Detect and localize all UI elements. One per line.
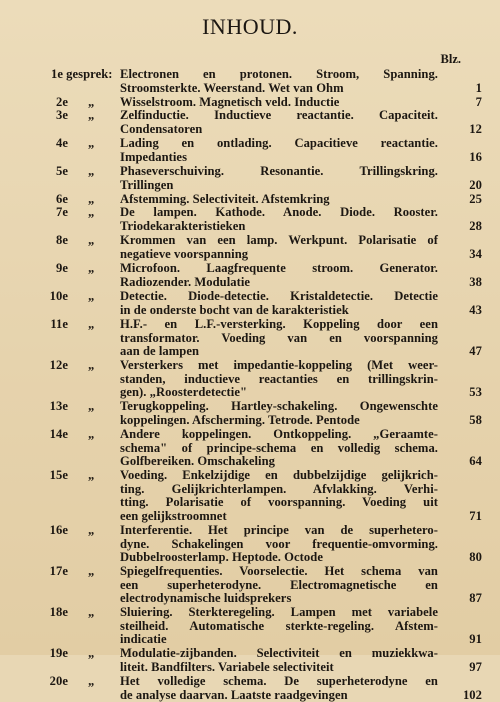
page-title: INHOUD. — [202, 14, 298, 39]
chapter-topics — [120, 647, 438, 674]
topic-line: Afstemming. Selectiviteit. Afstemkring — [120, 192, 330, 206]
page-number: 1 — [475, 80, 482, 95]
topic-line: Golfbereiken. Omschakeling — [120, 454, 275, 469]
topic-line: Detectie. Diode-detectie. Kristaldetectie. Detectie — [120, 289, 438, 303]
page-number: 80 — [469, 550, 482, 565]
ditto-mark: „ — [88, 289, 95, 303]
topic-line: Spiegelfrequenties. Voorselectie. Het schema van — [120, 564, 438, 578]
chapter-topics — [120, 359, 438, 400]
topic-line: koppelingen. Afscherming. Tetrode. Pentode — [120, 412, 360, 427]
chapter-number: 15e — [49, 468, 68, 482]
toc-entry — [0, 469, 500, 523]
topic-line: Terugkoppeling. Hartley-schakeling. Ongewenschte — [120, 399, 438, 413]
topic-line: indicatie — [120, 632, 167, 647]
chapter-topics — [120, 606, 438, 647]
chapter-topics — [120, 290, 438, 317]
ditto-mark: „ — [88, 205, 95, 219]
topic-line: Dubbelroosterlamp. Heptode. Octode — [120, 550, 323, 565]
topic-line: in de onderste bocht van de karakteristiek — [120, 302, 349, 317]
topic-line: Condensatoren — [120, 121, 203, 136]
ditto-mark: „ — [88, 164, 95, 178]
toc-entry — [0, 400, 500, 427]
page-column-label: Blz. — [440, 52, 461, 66]
toc-entry — [0, 68, 500, 95]
topic-line: H.F.- en L.F.-versterking. Koppeling door een — [120, 317, 438, 331]
toc-entry — [0, 290, 500, 317]
topic-line: Microfoon. Laagfrequente stroom. Generator. — [120, 261, 438, 275]
page-number: 102 — [462, 687, 482, 702]
page-number: 97 — [469, 659, 482, 674]
page-number: 28 — [469, 218, 482, 233]
chapter-number: 16e — [49, 523, 68, 537]
topic-line: Phaseverschuiving. Resonantie. Trillingskring. — [120, 164, 438, 178]
ditto-mark: „ — [88, 261, 95, 275]
toc-entry — [0, 137, 500, 164]
topic-line: dyne. Schakelingen voor frequentie-omvorming. — [120, 536, 438, 551]
chapter-topics — [120, 428, 438, 469]
chapter-number: 11e — [50, 317, 68, 331]
topic-line: de analyse daarvan. Laatste raadgevingen — [120, 687, 348, 702]
ditto-mark: „ — [88, 646, 95, 660]
topic-line: Versterkers met impedantie-koppeling (Met weer- — [120, 358, 438, 372]
topic-line: Lading en ontlading. Capacitieve reactantie. — [120, 136, 438, 150]
topic-line: een gelijkstroomnet — [120, 508, 227, 523]
chapter-number: 5e — [56, 164, 68, 178]
page-number: 12 — [469, 121, 482, 136]
topic-line: gen). „Roosterdetectie" — [120, 385, 248, 400]
page-number: 47 — [469, 344, 482, 359]
page-number: 25 — [469, 192, 482, 206]
page-number: 71 — [469, 508, 482, 523]
topic-line: een superheterodyne. Electromagnetische en — [120, 577, 438, 592]
chapter-number: 19e — [49, 646, 68, 660]
ditto-mark: „ — [88, 358, 95, 372]
topic-line: Triodekarakteristieken — [120, 218, 246, 233]
ditto-mark: „ — [88, 233, 95, 247]
topic-line: Impedanties — [120, 149, 188, 164]
chapter-topics — [120, 206, 438, 233]
page-number: 53 — [469, 385, 482, 400]
chapter-topics — [120, 675, 438, 702]
toc-entry — [0, 524, 500, 565]
chapter-number: 14e — [49, 427, 68, 441]
chapter-topics — [120, 109, 438, 136]
chapter-number: 3e — [56, 108, 68, 122]
topic-line: Wisselstroom. Magnetisch veld. Inductie — [120, 95, 340, 109]
topic-line: Electronen en protonen. Stroom, Spanning. — [120, 67, 438, 81]
ditto-mark: „ — [88, 605, 95, 619]
topic-line: electrodynamische luidsprekers — [120, 591, 292, 606]
toc-entry — [0, 318, 500, 359]
toc-entry — [0, 206, 500, 233]
ditto-mark: „ — [88, 317, 95, 331]
chapter-topics — [120, 524, 438, 565]
topic-line: aan de lampen — [120, 344, 200, 359]
topic-line: ting. Gelijkrichterlampen. Afvlakking. Verhi- — [120, 481, 438, 496]
topic-line: De lampen. Kathode. Anode. Diode. Rooster. — [120, 205, 438, 219]
toc-entry — [0, 675, 500, 702]
topic-line: negatieve voorspanning — [120, 246, 249, 261]
topic-line: Interferentie. Het principe van de superhetero- — [120, 523, 438, 537]
toc-entry — [0, 565, 500, 606]
chapter-number: 12e — [49, 358, 68, 372]
ditto-mark: „ — [88, 427, 95, 441]
topic-line: Trillingen — [120, 177, 174, 192]
chapter-topics — [120, 165, 438, 192]
chapter-topics — [120, 400, 438, 427]
toc-entry — [0, 234, 500, 261]
chapter-topics — [120, 469, 438, 523]
chapter-topics — [120, 234, 438, 261]
toc-entry — [0, 109, 500, 136]
topic-line: tting. Polarisatie of voorspanning. Voeding uit — [120, 495, 438, 510]
chapter-topics — [120, 137, 438, 164]
topic-line: Zelfinductie. Inductieve reactantie. Capaciteit. — [120, 108, 438, 122]
topic-line: Radiozender. Modulatie — [120, 274, 251, 289]
chapter-topics — [120, 262, 438, 289]
chapter-topics — [120, 565, 438, 606]
ditto-mark: „ — [88, 674, 95, 688]
topic-line: Andere koppelingen. Ontkoppeling. „Geraamte- — [120, 427, 438, 441]
page-number: 91 — [469, 632, 482, 647]
topic-line: Modulatie-zijbanden. Selectiviteit en muziekkwa- — [120, 646, 438, 660]
chapter-number: 4e — [56, 136, 68, 150]
ditto-mark: „ — [88, 192, 95, 206]
page-number: 7 — [475, 95, 482, 109]
topic-line: Krommen van een lamp. Werkpunt. Polarisatie of — [120, 233, 438, 247]
chapter-number: 18e — [49, 605, 68, 619]
toc-entry — [0, 428, 500, 469]
page-number: 87 — [469, 591, 482, 606]
topic-line: schema" of principe-schema en volledig schema. — [120, 440, 438, 455]
topic-line: Sluiering. Sterkteregeling. Lampen met variabele — [120, 605, 438, 619]
topic-line: Voeding. Enkelzijdige en dubbelzijdige gelijkrich- — [120, 468, 438, 482]
chapter-number: 8e — [56, 233, 68, 247]
toc-entry — [0, 262, 500, 289]
chapter-number: 6e — [56, 192, 68, 206]
topic-line: steilheid. Automatische sterkte-regeling. Afstem- — [120, 618, 438, 633]
topic-line: standen, inductieve reactanties en trillingskrin- — [120, 371, 438, 386]
chapter-number: 20e — [49, 674, 68, 688]
chapter-number: 9e — [56, 261, 68, 275]
toc-entry — [0, 165, 500, 192]
toc-entry — [0, 606, 500, 647]
page-number: 58 — [469, 412, 482, 427]
ditto-mark: „ — [88, 468, 95, 482]
page-number: 34 — [469, 246, 482, 261]
page-number: 43 — [469, 302, 482, 317]
chapter-topics — [120, 318, 438, 359]
ditto-mark: „ — [88, 136, 95, 150]
ditto-mark: „ — [88, 95, 95, 109]
page-number: 20 — [469, 177, 482, 192]
chapter-number: 10e — [49, 289, 68, 303]
chapter-topics — [120, 68, 438, 95]
page-number: 38 — [469, 274, 482, 289]
topic-line: liteit. Bandfilters. Variabele selectiviteit — [120, 659, 334, 674]
ditto-mark: „ — [88, 523, 95, 537]
ditto-mark: „ — [88, 399, 95, 413]
ditto-mark: „ — [88, 564, 95, 578]
chapter-number: 2e — [56, 95, 68, 109]
ditto-mark: „ — [88, 108, 95, 122]
chapter-number: 1e gesprek: — [51, 67, 113, 81]
topic-line: Stroomsterkte. Weerstand. Wet van Ohm — [120, 80, 344, 95]
chapter-number: 17e — [49, 564, 68, 578]
chapter-number: 13e — [49, 399, 68, 413]
topic-line: Het volledige schema. De superheterodyne en — [120, 674, 438, 688]
page-number: 16 — [469, 149, 482, 164]
toc-entry — [0, 359, 500, 400]
page-number: 64 — [469, 454, 482, 469]
topic-line: transformator. Voeding van en voorspanning — [120, 330, 438, 345]
toc-entry — [0, 647, 500, 674]
chapter-number: 7e — [56, 205, 68, 219]
